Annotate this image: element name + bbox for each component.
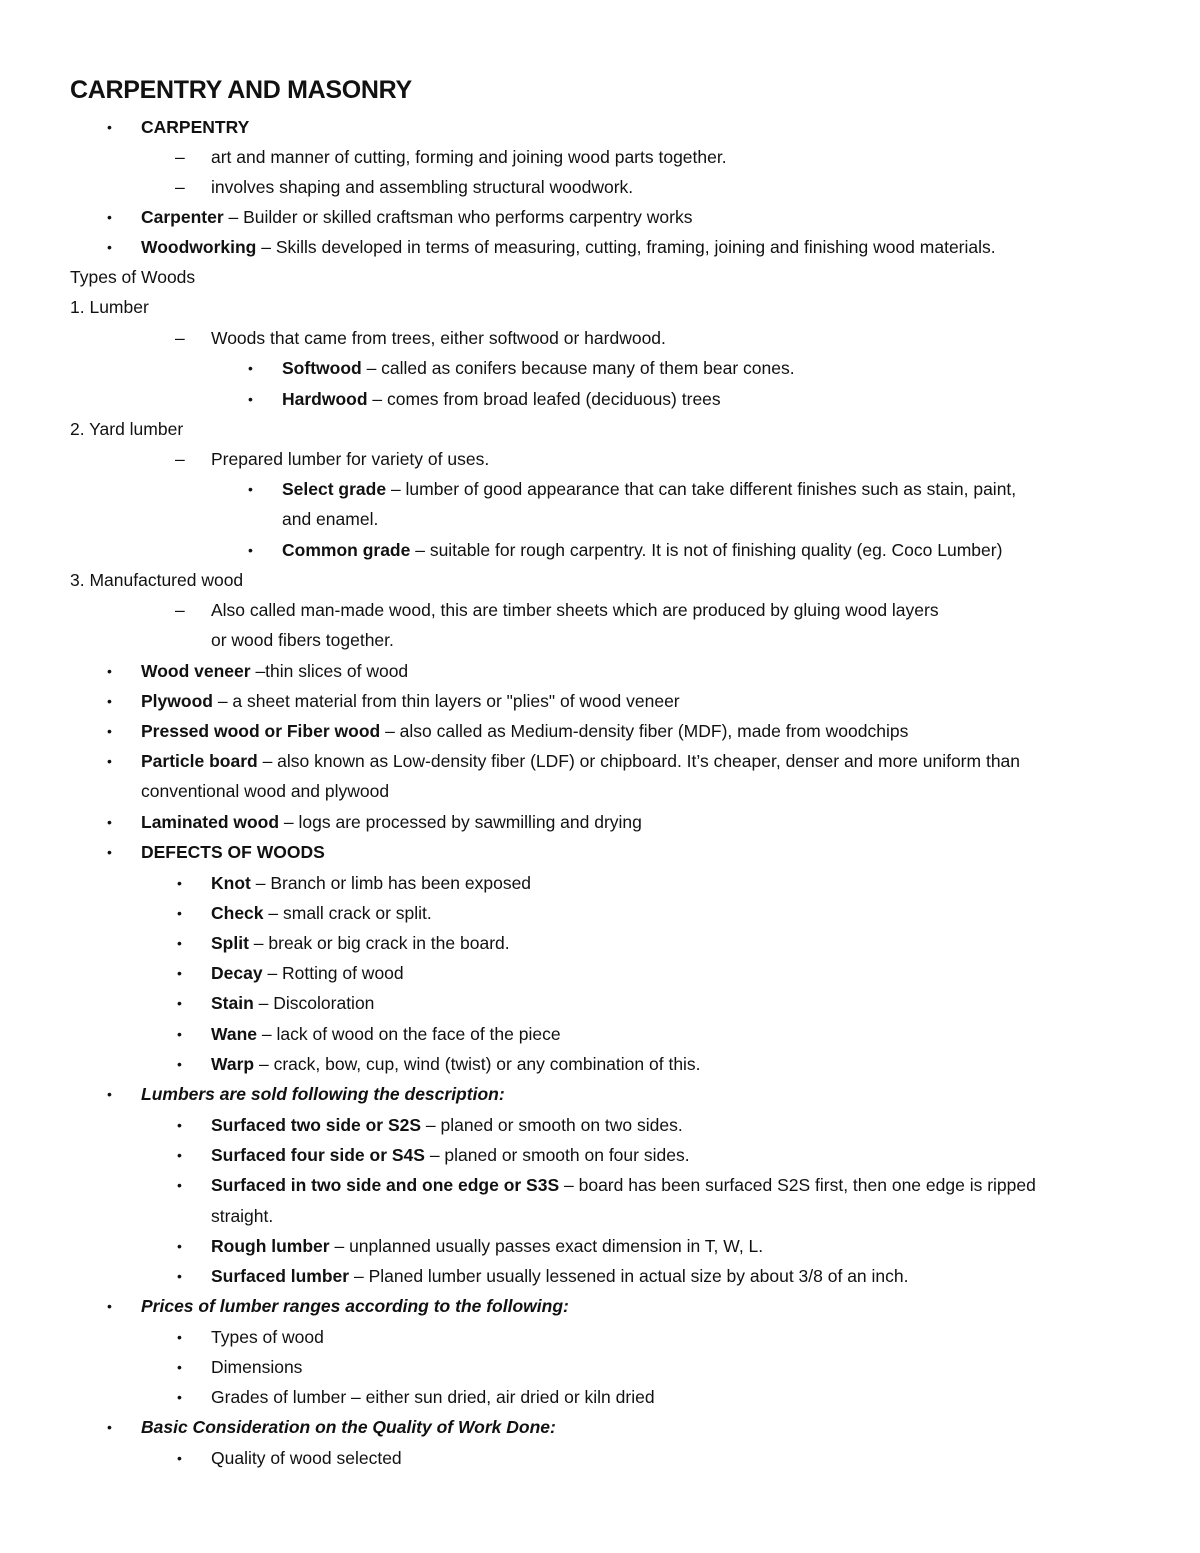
bullet-icon: • (107, 239, 112, 255)
bullet-icon: • (107, 723, 112, 739)
text-line (70, 418, 183, 440)
term: Stain (211, 993, 254, 1013)
bullet-icon: • (248, 360, 253, 376)
term: Hardwood (282, 389, 368, 409)
definition: Quality of wood selected (211, 1448, 402, 1468)
text-line (211, 1144, 690, 1166)
text-line (211, 1205, 273, 1227)
text-line (282, 357, 795, 379)
bullet-icon: • (177, 995, 182, 1011)
term: Plywood (141, 691, 213, 711)
text-line (282, 388, 721, 410)
text-line (141, 720, 908, 742)
definition: – Branch or limb has been exposed (250, 873, 532, 893)
bullet-icon: • (107, 844, 112, 860)
text-line (141, 236, 996, 258)
definition: – lack of wood on the face of the piece (257, 1024, 561, 1044)
bullet-icon: • (248, 391, 253, 407)
bullet-icon: • (177, 1147, 182, 1163)
definition: – Planed lumber usually lessened in actual size by about 3/8 of an inch. (349, 1266, 909, 1286)
text-line (211, 1265, 909, 1287)
text-line (70, 296, 149, 318)
definition: – Rotting of wood (262, 963, 404, 983)
definition: conventional wood and plywood (141, 781, 390, 801)
term: CARPENTRY (141, 117, 250, 137)
term: Check (211, 903, 264, 923)
text-line (211, 1356, 302, 1378)
text-line (141, 116, 249, 138)
text-line (141, 780, 389, 802)
bullet-icon: • (107, 693, 112, 709)
definition: – a sheet material from thin layers or "plies" of wood veneer (212, 691, 680, 711)
text-line (211, 327, 666, 349)
term: Particle board (141, 751, 258, 771)
dash-marker: – (175, 177, 185, 197)
definition: and enamel. (282, 509, 379, 529)
definition: – planed or smooth on two sides. (421, 1115, 683, 1135)
bullet-icon: • (177, 1117, 182, 1133)
text-line (211, 992, 374, 1014)
term: Surfaced two side or S2S (211, 1115, 422, 1135)
definition: – also called as Medium-density fiber (MDF), made from woodchips (380, 721, 909, 741)
bullet-icon: • (107, 663, 112, 679)
bullet-icon: • (107, 753, 112, 769)
bullet-icon: • (177, 1177, 182, 1193)
bullet-icon: • (177, 935, 182, 951)
text-line (211, 146, 727, 168)
dash-marker: – (175, 147, 185, 167)
definition: – Discoloration (253, 993, 375, 1013)
text-line (141, 206, 692, 228)
text-line (141, 1295, 569, 1317)
text-line (282, 478, 1016, 500)
text-line (211, 599, 939, 621)
definition: – small crack or split. (263, 903, 432, 923)
text-line (141, 1083, 505, 1105)
bullet-icon: • (177, 1389, 182, 1405)
definition: – break or big crack in the board. (248, 933, 510, 953)
bullet-icon: • (177, 1329, 182, 1345)
bullet-icon: • (177, 875, 182, 891)
text-line (211, 1447, 402, 1469)
bullet-icon: • (177, 1268, 182, 1284)
text-line (211, 176, 633, 198)
bullet-icon: • (107, 209, 112, 225)
text-line (141, 1416, 556, 1438)
term: Common grade (282, 540, 411, 560)
definition: Also called man-made wood, this are timber sheets which are produced by gluing wood layers (211, 600, 939, 620)
term: Softwood (282, 358, 362, 378)
definition: – planed or smooth on four sides. (424, 1145, 690, 1165)
bullet-icon: • (177, 965, 182, 981)
definition: Dimensions (211, 1357, 303, 1377)
definition: Woods that came from trees, either softwood or hardwood. (211, 328, 666, 348)
term: Carpenter (141, 207, 224, 227)
term: Warp (211, 1054, 255, 1074)
term: Laminated wood (141, 812, 280, 832)
text-line (282, 508, 378, 530)
bullet-icon: • (177, 1450, 182, 1466)
bullet-icon: • (248, 542, 253, 558)
bullet-icon: • (107, 814, 112, 830)
definition: Grades of lumber – either sun dried, air dried or kiln dried (211, 1387, 655, 1407)
term: Surfaced in two side and one edge or S3S (211, 1175, 560, 1195)
bullet-icon: • (177, 1359, 182, 1375)
definition: – lumber of good appearance that can take different finishes such as stain, paint, (386, 479, 1017, 499)
text-line (211, 902, 432, 924)
italic-heading: Lumbers are sold following the description: (141, 1084, 505, 1104)
definition: straight. (211, 1206, 274, 1226)
text-line (211, 962, 404, 984)
bullet-icon: • (107, 1086, 112, 1102)
text-line (141, 750, 1020, 772)
definition: – suitable for rough carpentry. It is not of finishing quality (eg. Coco Lumber) (410, 540, 1003, 560)
dash-marker: – (175, 328, 185, 348)
definition: – Builder or skilled craftsman who performs carpentry works (223, 207, 693, 227)
text-line (141, 811, 642, 833)
text-line (211, 1053, 701, 1075)
text-line (211, 872, 531, 894)
definition: – crack, bow, cup, wind (twist) or any combination of this. (254, 1054, 701, 1074)
definition: involves shaping and assembling structural woodwork. (211, 177, 634, 197)
definition: – logs are processed by sawmilling and drying (279, 812, 642, 832)
bullet-icon: • (248, 481, 253, 497)
text-line (282, 539, 1002, 561)
text-line (141, 841, 325, 863)
definition: art and manner of cutting, forming and joining wood parts together. (211, 147, 727, 167)
definition: – called as conifers because many of them bear cones. (361, 358, 795, 378)
term: Surfaced four side or S4S (211, 1145, 425, 1165)
definition: Types of wood (211, 1327, 324, 1347)
term: Surfaced lumber (211, 1266, 350, 1286)
term: Rough lumber (211, 1236, 330, 1256)
definition: – comes from broad leafed (deciduous) trees (367, 389, 721, 409)
definition: –thin slices of wood (250, 661, 409, 681)
text-line (141, 660, 408, 682)
text-line (70, 266, 195, 288)
bullet-icon: • (177, 905, 182, 921)
dash-marker: – (175, 600, 185, 620)
bullet-icon: • (177, 1238, 182, 1254)
definition: 3. Manufactured wood (70, 570, 244, 590)
text-line (211, 1386, 655, 1408)
italic-heading: Prices of lumber ranges according to the following: (141, 1296, 569, 1316)
text-line (211, 1174, 1036, 1196)
definition: Prepared lumber for variety of uses. (211, 449, 490, 469)
term: Select grade (282, 479, 387, 499)
term: Knot (211, 873, 251, 893)
dash-marker: – (175, 449, 185, 469)
bullet-icon: • (107, 1298, 112, 1314)
text-line (141, 690, 680, 712)
text-line (211, 932, 510, 954)
bullet-icon: • (107, 119, 112, 135)
bullet-icon: • (177, 1026, 182, 1042)
italic-heading: Basic Consideration on the Quality of Work Done: (141, 1417, 556, 1437)
text-line (211, 1235, 763, 1257)
term: Wood veneer (141, 661, 251, 681)
text-line (211, 1326, 324, 1348)
text-line (211, 1023, 561, 1045)
definition: Types of Woods (70, 267, 196, 287)
term: Split (211, 933, 249, 953)
term: Pressed wood or Fiber wood (141, 721, 381, 741)
bullet-icon: • (107, 1419, 112, 1435)
definition: 2. Yard lumber (70, 419, 184, 439)
definition: – board has been surfaced S2S first, then one edge is ripped (559, 1175, 1036, 1195)
definition: – also known as Low-density fiber (LDF) or chipboard. It’s cheaper, denser and more uniform than (257, 751, 1021, 771)
term: Decay (211, 963, 263, 983)
text-line (211, 1114, 683, 1136)
text-line (70, 569, 243, 591)
page-title: CARPENTRY AND MASONRY (70, 76, 412, 104)
bullet-icon: • (177, 1056, 182, 1072)
definition: – unplanned usually passes exact dimension in T, W, L. (329, 1236, 764, 1256)
term: Wane (211, 1024, 258, 1044)
definition: – Skills developed in terms of measuring, cutting, framing, joining and finishing wood materials. (256, 237, 996, 257)
text-line (211, 629, 394, 651)
term: Woodworking (141, 237, 257, 257)
definition: 1. Lumber (70, 297, 149, 317)
definition: or wood fibers together. (211, 630, 394, 650)
term: DEFECTS OF WOODS (141, 842, 325, 862)
text-line (211, 448, 489, 470)
